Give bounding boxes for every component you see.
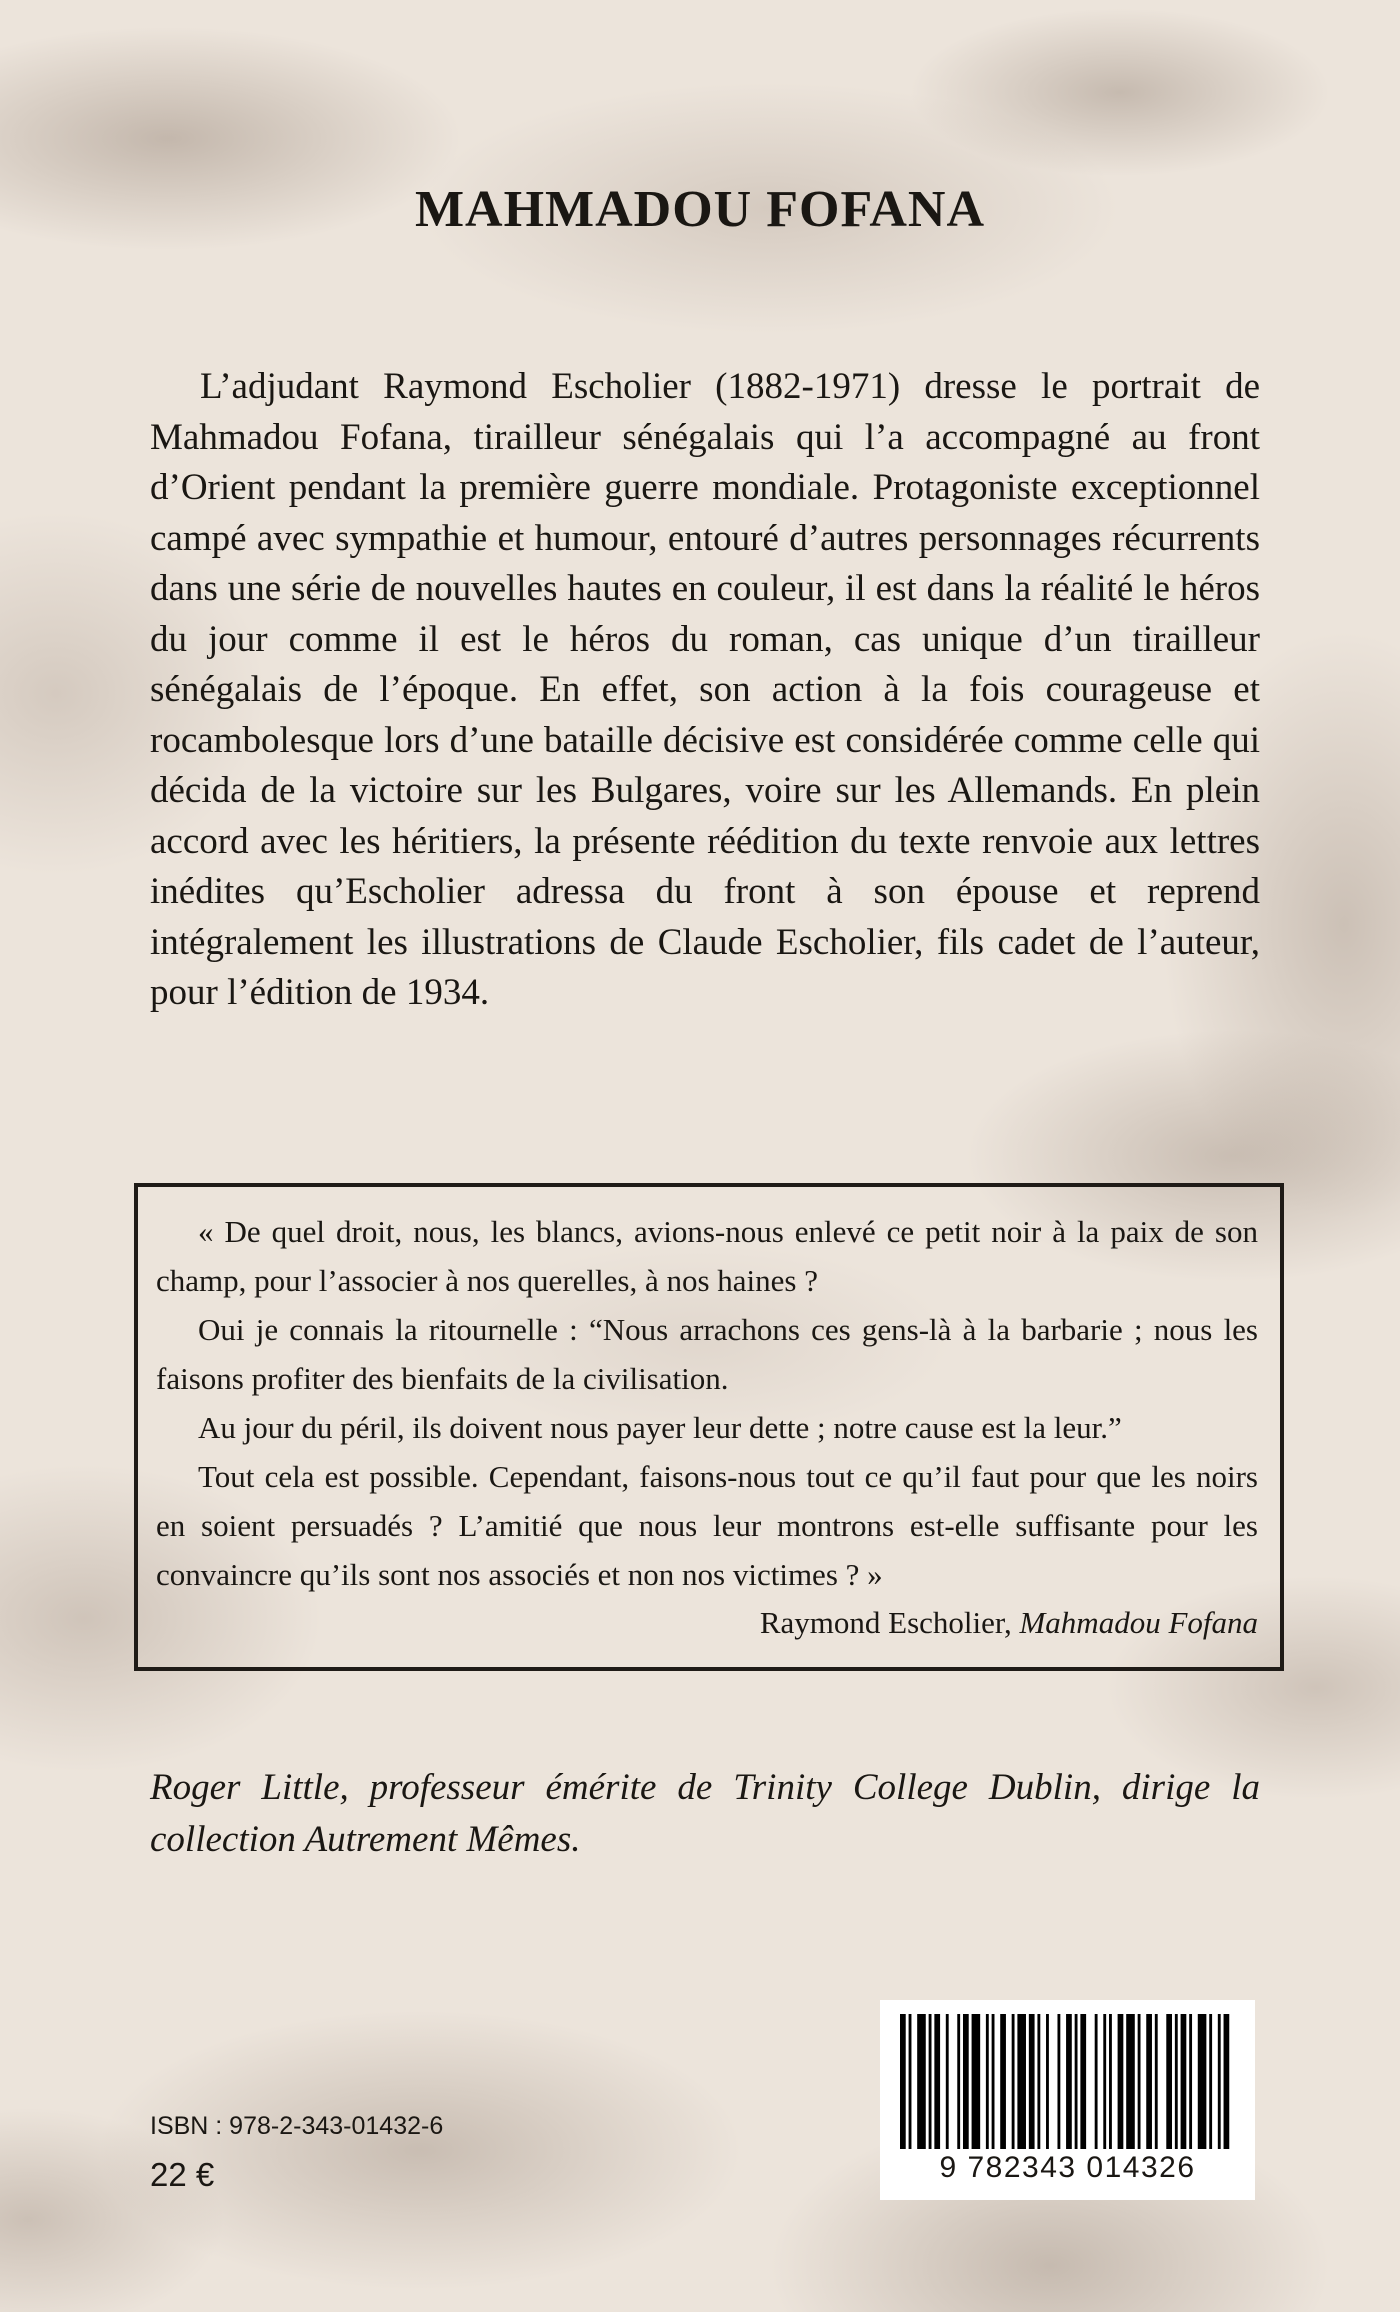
book-title: MAHMADOU FOFANA bbox=[414, 181, 986, 238]
barcode-bars-icon bbox=[900, 2014, 1235, 2149]
quote-box bbox=[134, 1183, 1284, 1671]
quote-paragraph: « De quel droit, nous, les blancs, avions-nous enlevé ce petit noir à la paix de son champ, pour l’associer à nos querelles, à nos haines ? bbox=[156, 1214, 1258, 1298]
barcode-bar bbox=[1175, 2014, 1178, 2149]
barcode-bar bbox=[1138, 2014, 1141, 2149]
barcode-bar bbox=[1218, 2014, 1221, 2149]
barcode-bar bbox=[986, 2014, 989, 2149]
barcode-bar bbox=[1017, 2014, 1026, 2149]
barcode-bar bbox=[1224, 2014, 1230, 2149]
barcode-digits: 9 782343 014326 bbox=[939, 2151, 1196, 2184]
barcode-bar bbox=[1075, 2014, 1078, 2149]
barcode-bar bbox=[1109, 2014, 1112, 2149]
quote-paragraph: Au jour du péril, ils doivent nous payer leur dette ; notre cause est la leur.” bbox=[198, 1410, 1122, 1445]
quote-work-title: Mahmadou Fofana bbox=[1019, 1605, 1258, 1640]
quote-author: Raymond Escholier, bbox=[759, 1605, 1020, 1640]
barcode-bar bbox=[1103, 2014, 1106, 2149]
isbn-label: ISBN : 978-2-343-01432-6 bbox=[150, 2112, 444, 2140]
barcode-bar bbox=[1095, 2014, 1098, 2149]
barcode-bar bbox=[946, 2014, 949, 2149]
barcode-bar bbox=[1189, 2014, 1192, 2149]
barcode-bar bbox=[1166, 2014, 1172, 2149]
barcode-bar bbox=[900, 2014, 906, 2149]
barcode-bar bbox=[934, 2014, 940, 2149]
barcode-bar bbox=[992, 2014, 995, 2149]
barcode-bar bbox=[1080, 2014, 1086, 2149]
barcode-bar bbox=[917, 2014, 926, 2149]
barcode-bar bbox=[1146, 2014, 1152, 2149]
quote-paragraph: Oui je connais la ritournelle : “Nous arrachons ces gens-là à la barbarie ; nous les faisons profiter des bienfaits de la civilisation. bbox=[156, 1312, 1258, 1396]
barcode-bar bbox=[1037, 2014, 1040, 2149]
barcode-bar bbox=[1066, 2014, 1072, 2149]
summary-paragraph: L’adjudant Raymond Escholier (1882-1971) dresse le portrait de Mahmadou Fofana, tirailleur sénégalais qui l’a accompagné au front d’Orient pendant la première guerre mondiale. Protagoniste exceptionnel campé avec sympathie et humour, entouré d’autres personnages récurrents dans une série de nouvelles hautes en couleur, il est dans la réalité le héros du jour comme il est le héros du roman, cas unique d’un tirailleur sénégalais de l’époque. En effet, son action à la fois courageuse et rocambolesque lors d’une bataille décisive est considérée comme celle qui décida de la victoire sur les Bulgares, voire sur les Allemands. En plein accord avec les héritiers, la présente réédition du texte renvoie aux lettres inédites qu’Escholier adressa du front à son épouse et reprend intégralement les illustrations de Claude Escholier, fils cadet de l’auteur, pour l’édition de 1934. bbox=[150, 366, 1260, 1013]
barcode-bar bbox=[929, 2014, 932, 2149]
barcode bbox=[880, 2000, 1255, 2200]
barcode-bar bbox=[1181, 2014, 1187, 2149]
barcode-bar bbox=[957, 2014, 960, 2149]
barcode-bar bbox=[1046, 2014, 1049, 2149]
quote-paragraph: Tout cela est possible. Cependant, faisons-nous tout ce qu’il faut pour que les noirs en soient persuadés ? L’amitié que nous leur montrons est-elle suffisante pour les convaincre qu’ils sont nos associés et non nos victimes ? » bbox=[156, 1459, 1258, 1592]
barcode-bar bbox=[963, 2014, 969, 2149]
barcode-bar bbox=[1000, 2014, 1006, 2149]
barcode-bar bbox=[1057, 2014, 1060, 2149]
barcode-bar bbox=[1198, 2014, 1207, 2149]
barcode-bar bbox=[1029, 2014, 1035, 2149]
barcode-bar bbox=[1209, 2014, 1212, 2149]
price-label: 22 € bbox=[150, 2156, 215, 2193]
barcode-bar bbox=[1126, 2014, 1135, 2149]
quote-attribution bbox=[156, 1599, 1258, 1647]
barcode-bar bbox=[909, 2014, 912, 2149]
barcode-bar bbox=[1155, 2014, 1158, 2149]
barcode-bar bbox=[1012, 2014, 1015, 2149]
editor-note: Roger Little, professeur émérite de Trinity College Dublin, dirige la collection Autrement Mêmes. bbox=[150, 1767, 1260, 1860]
barcode-bar bbox=[972, 2014, 981, 2149]
barcode-bar bbox=[1118, 2014, 1124, 2149]
